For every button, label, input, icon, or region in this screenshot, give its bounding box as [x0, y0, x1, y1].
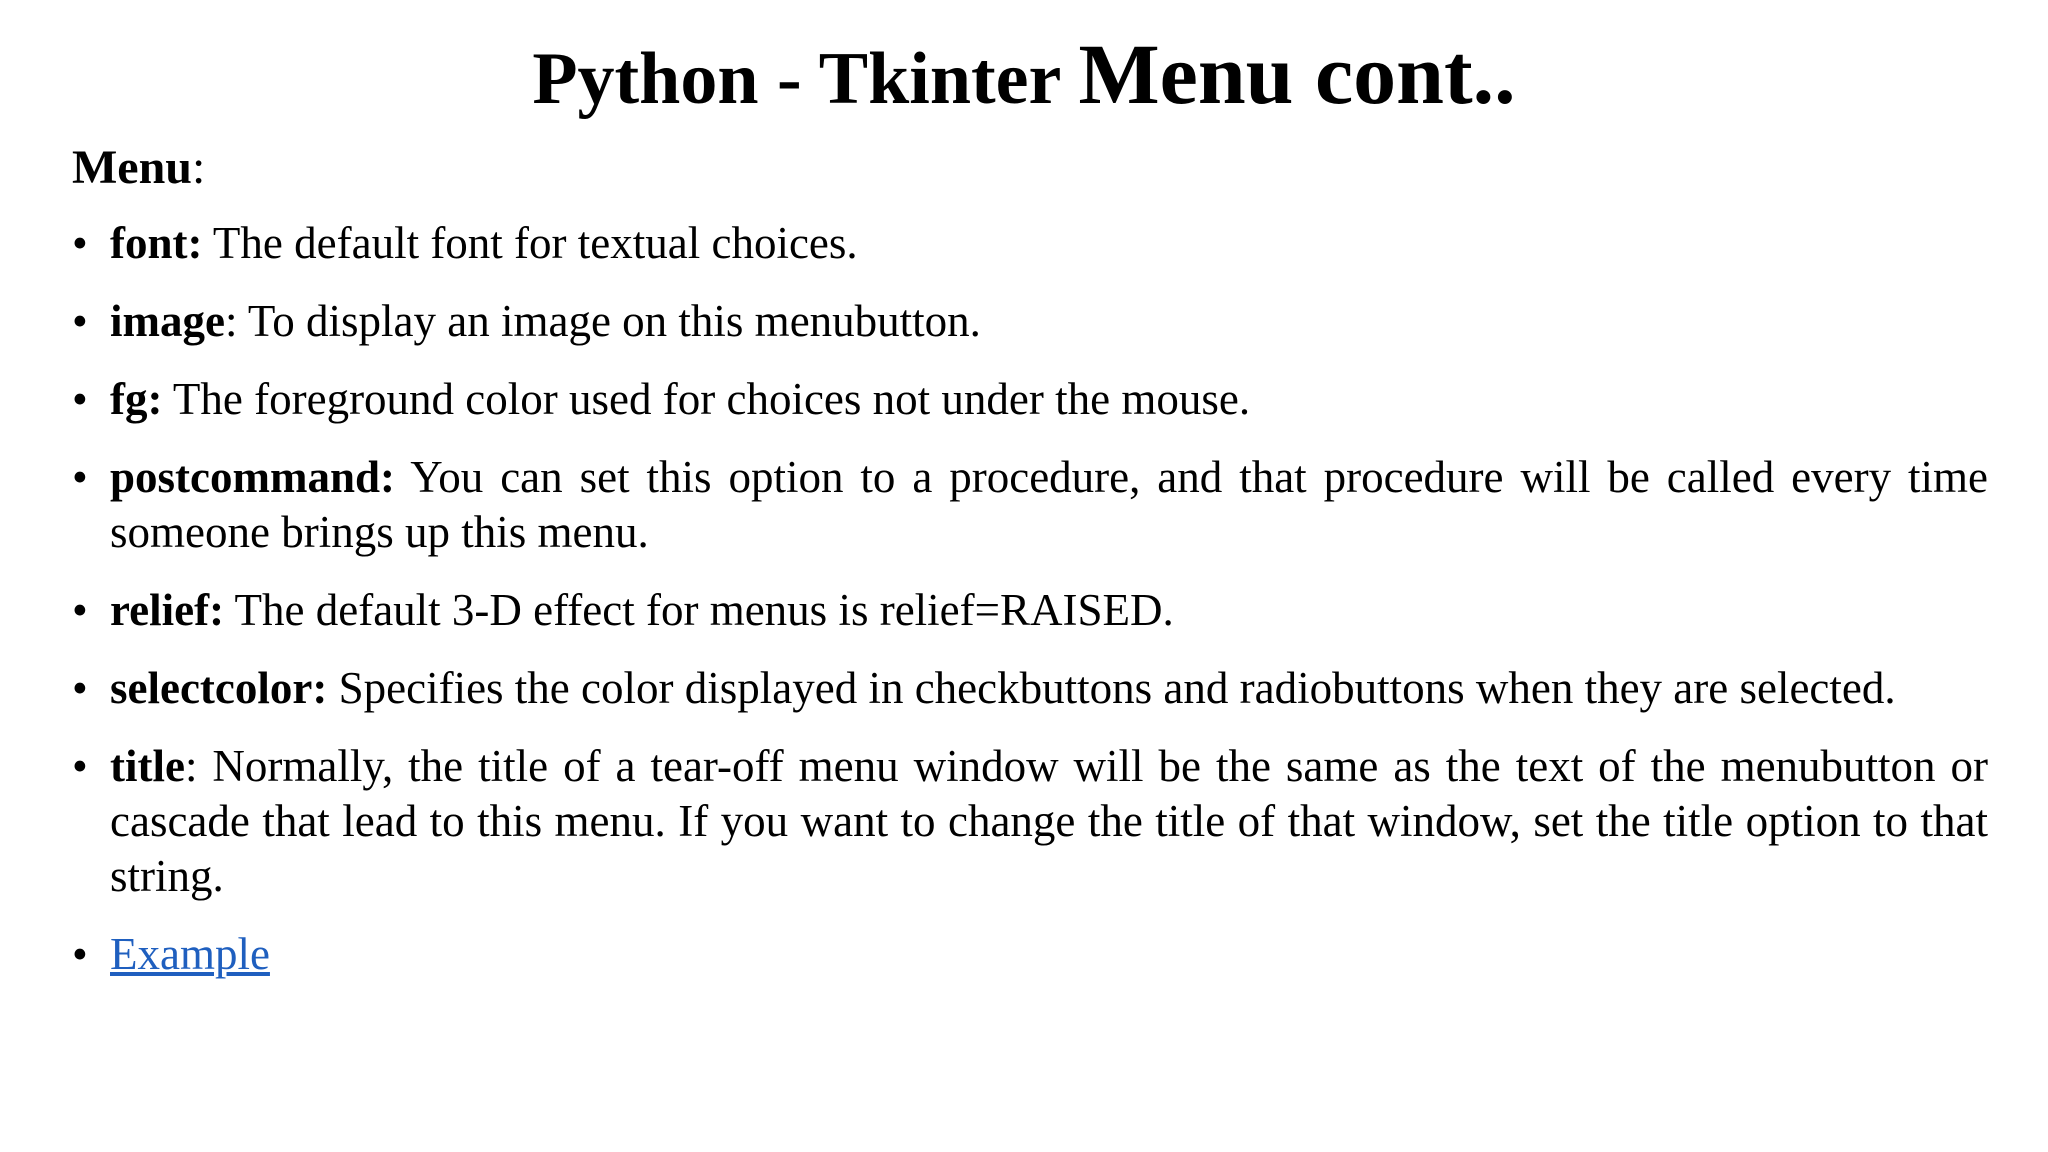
bullet: •: [72, 585, 88, 635]
list-item-image: [72, 294, 1988, 349]
bullet: •: [72, 374, 88, 424]
bullet: •: [72, 929, 88, 979]
option-description: The default font for textual choices.: [202, 218, 858, 268]
bullet: •: [72, 741, 88, 791]
option-description: Specifies the color displayed in checkbuttons and radiobuttons when they are selected.: [327, 663, 1896, 713]
section-heading: [72, 138, 205, 198]
heading-label: Menu: [72, 141, 192, 194]
list-item-font: [72, 216, 1988, 271]
list-item-relief: [72, 583, 1988, 638]
list-item-postcommand: [72, 450, 1988, 560]
option-description: : Normally, the title of a tear-off menu window will be the same as the text of the menubutton or cascade that lead to this menu. If you want to change the title of that window, set the title option to that string.: [110, 741, 1988, 901]
list-item-title: [72, 739, 1988, 904]
bullet: •: [72, 218, 88, 268]
list-item-example: [72, 927, 1988, 982]
title-part-2: Menu cont..: [1078, 26, 1516, 122]
option-description: The default 3-D effect for menus is relief=RAISED.: [224, 585, 1174, 635]
list-item-fg: [72, 372, 1988, 427]
bullet: •: [72, 452, 88, 502]
option-term: selectcolor:: [110, 663, 328, 713]
option-description: The foreground color used for choices not under the mouse.: [162, 374, 1251, 424]
bullet: •: [72, 663, 88, 713]
bullet: •: [72, 296, 88, 346]
option-description: You can set this option to a procedure, and that procedure will be called every time someone brings up this menu.: [110, 452, 1988, 557]
option-description: : To display an image on this menubutton.: [224, 296, 981, 346]
list-item-selectcolor: [72, 661, 1988, 716]
heading-colon: :: [192, 141, 206, 194]
option-term: image: [110, 296, 225, 346]
slide-title: [0, 24, 2048, 129]
option-term: fg:: [110, 374, 163, 424]
example-link[interactable]: Example: [110, 929, 270, 979]
title-part-1: Python - Tkinter: [532, 38, 1079, 120]
option-list: [72, 216, 1988, 1005]
option-term: postcommand:: [110, 452, 396, 502]
option-term: relief:: [110, 585, 225, 635]
option-term: font:: [110, 218, 203, 268]
option-term: title: [110, 741, 185, 791]
